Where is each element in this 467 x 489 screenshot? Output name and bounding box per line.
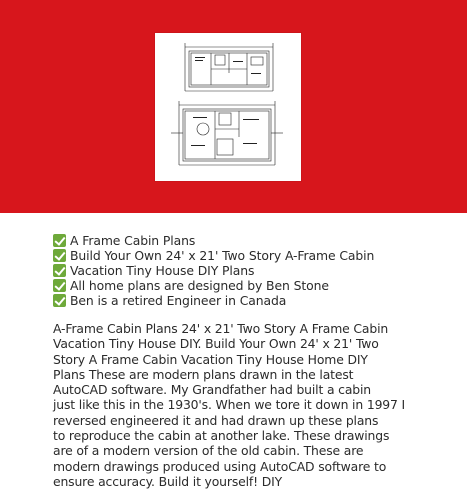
feature-text: A Frame Cabin Plans xyxy=(70,233,196,248)
feature-list xyxy=(53,233,453,308)
list-item xyxy=(53,293,453,308)
feature-text: Vacation Tiny House DIY Plans xyxy=(70,263,255,278)
product-description-panel xyxy=(0,213,467,488)
list-item xyxy=(53,233,453,248)
list-item xyxy=(53,248,453,263)
check-mark-icon xyxy=(53,264,66,277)
check-mark-icon xyxy=(53,234,66,247)
product-description: A-Frame Cabin Plans 24' x 21' Two Story A Frame Cabin Vacation Tiny House DIY. Build Your Own 24' x 21' Two Story A Frame Cabin Vacation Tiny House Home DIY Plans These are modern plans drawn in the latest AutoCAD software. My Grandfather had built a cabin just like this in the 1930's. When we tore it down in 1997 I reversed engineered it and had drawn up these plans to reproduce the cabin at another lake. These drawings are of a modern version of the old cabin. These are modern drawings produced using AutoCAD software to ensure accuracy. Build it yourself! DIY xyxy=(53,321,406,489)
list-item xyxy=(53,263,453,278)
floor-plan-drawing xyxy=(155,33,301,181)
feature-text: All home plans are designed by Ben Stone xyxy=(70,278,329,293)
check-mark-icon xyxy=(53,279,66,292)
feature-text: Ben is a retired Engineer in Canada xyxy=(70,293,287,308)
product-image-banner xyxy=(0,0,467,213)
floor-plan-image[interactable] xyxy=(155,33,301,181)
check-mark-icon xyxy=(53,249,66,262)
list-item xyxy=(53,278,453,293)
check-mark-icon xyxy=(53,294,66,307)
feature-text: Build Your Own 24' x 21' Two Story A-Frame Cabin xyxy=(70,248,375,263)
